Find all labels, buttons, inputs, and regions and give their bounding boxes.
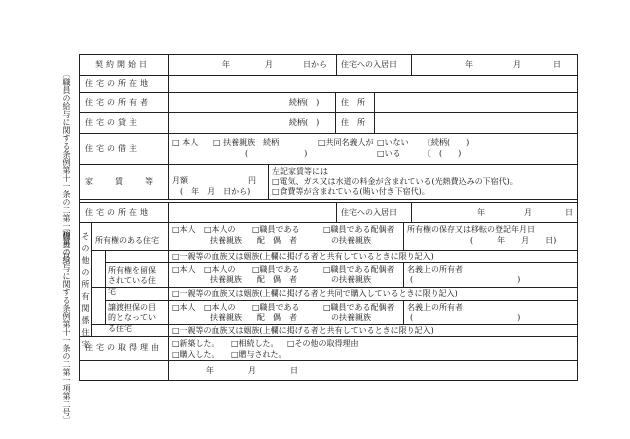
frame-bottom-sec2: [79, 380, 578, 381]
bottom-date-year: 年: [206, 366, 214, 375]
s2-movein-year: 年: [477, 208, 485, 217]
owned-label: 所有権のある住宅: [95, 236, 159, 245]
reason-new-checkbox[interactable]: □新築した。: [172, 339, 220, 348]
collateral-nominal-paren: ( ): [410, 313, 521, 322]
s2-location-label: 住宅の所在地: [85, 208, 151, 217]
bottom-date-day: 日: [290, 366, 298, 375]
collateral-staff-checkbox[interactable]: □職員である: [252, 303, 300, 312]
s1-location-label: 住宅の所在地: [85, 79, 151, 88]
contract-start-year: 年: [222, 60, 230, 69]
s1-row-2: [79, 92, 578, 93]
rent-utilities-checkbox[interactable]: □電気、ガス又は水道の料金が含まれている(光熱費込みの下宿代)。: [272, 177, 518, 186]
retained-blood-checkbox[interactable]: □一親等の血族又は姻族(上欄に掲げる者と共同で購入しているときに限り記入): [172, 289, 458, 298]
s1-row-3: [79, 112, 578, 113]
lender-relation: 続柄( ): [289, 118, 320, 127]
collateral-nominal-label: 名義上の所有者: [407, 303, 463, 312]
s1-movein-month: 月: [513, 60, 521, 69]
s2-retained-split: [403, 262, 404, 288]
rent-meals-checkbox[interactable]: □食費等が含まれている(賄い付き下宿代)。: [272, 187, 430, 196]
contract-start-month: 月: [265, 60, 273, 69]
side-note-section1: 〔職員の給与に関する条例第十一条の二第一項第三号〕: [62, 70, 71, 270]
borrower-dependent-paren: ( ): [245, 149, 308, 158]
owned-dep-checkbox[interactable]: □本人の: [204, 225, 236, 234]
collateral-self-checkbox[interactable]: □本人: [172, 303, 196, 312]
collateral-label-3: る住宅: [108, 324, 132, 333]
s2-col-b: [105, 250, 106, 325]
owner-address: 住 所: [341, 98, 365, 107]
owned-staff-spouse-label: の扶養親族: [331, 236, 371, 245]
owned-registry-label: 所有権の保存又は移転の登記年月日: [407, 225, 535, 234]
s1-row-4: [79, 133, 578, 134]
retained-dep-label: 扶養親族: [210, 275, 242, 284]
contract-start-label: 契約開始日: [95, 60, 150, 69]
retained-label-1: 所有権を留保: [108, 266, 156, 275]
s1-owner-split: [335, 92, 336, 134]
reason-gift-checkbox[interactable]: □贈与された。: [231, 350, 287, 359]
s2-row-4: [91, 287, 578, 288]
owned-staff-spouse-checkbox[interactable]: □職員である配偶者: [323, 225, 395, 234]
borrower-exists-checkbox[interactable]: □いる: [377, 149, 401, 158]
s2-row-2: [91, 250, 578, 251]
retained-nominal-paren: ( ): [410, 275, 521, 284]
reason-bought-checkbox[interactable]: □購入した。: [172, 350, 220, 359]
s2-label-col: [168, 202, 169, 381]
reason-other-checkbox[interactable]: □その他の取得理由: [287, 339, 359, 348]
s1-movein-day: 日: [553, 60, 561, 69]
s2-movein-month: 月: [524, 208, 532, 217]
rent-yen: 円: [248, 176, 256, 185]
rent-note: 左記家賃等には: [272, 167, 328, 176]
s2-movein-label: 住宅への入居日: [341, 208, 397, 217]
collateral-dep-checkbox[interactable]: □本人の: [204, 303, 236, 312]
collateral-label-2: 的となってい: [108, 313, 156, 322]
collateral-blood-checkbox[interactable]: □一親等の血族又は姻族(上欄に掲げる者と共有しているときに限り記入): [172, 326, 434, 335]
collateral-dep-label: 扶養親族: [210, 313, 242, 322]
s2-row-1: [79, 222, 578, 223]
borrower-cotenant-label: □共同名義人が: [318, 138, 374, 147]
retained-nominal-label: 名義上の所有者: [407, 265, 463, 274]
s2-movein-day: 日: [565, 208, 573, 217]
s1-owner-split-b: [374, 92, 375, 134]
section-divider-b: [79, 202, 578, 203]
owned-self-checkbox[interactable]: □本人: [172, 225, 196, 234]
s2-collateral-split: [403, 300, 404, 325]
retained-label-3: 宅: [108, 287, 116, 296]
owned-staff-checkbox[interactable]: □職員である: [252, 225, 300, 234]
collateral-label-1: 譲渡担保の目: [108, 303, 156, 312]
collateral-staff-spouse-label: の扶養親族: [331, 313, 371, 322]
s2-row-6: [91, 324, 578, 325]
borrower-relation-paren: 〔 ( ): [423, 149, 462, 158]
section-divider-a: [79, 199, 578, 200]
bottom-date-month: 月: [248, 366, 256, 375]
related-housing-label: その他の所有関係住宅: [81, 232, 90, 352]
borrower-label: 住宅の借主: [85, 144, 140, 153]
s1-contract-split: [336, 54, 337, 76]
s2-movein-split-b: [411, 202, 412, 223]
s2-row-5: [105, 300, 578, 301]
reason-inherit-checkbox[interactable]: □相続した。: [231, 339, 279, 348]
retained-staff-spouse-checkbox[interactable]: □職員である配偶者: [323, 265, 395, 274]
s1-rent-split: [268, 164, 269, 200]
lender-label: 住宅の貸主: [85, 118, 140, 127]
borrower-none-checkbox[interactable]: □いない: [377, 138, 409, 147]
reason-label: 住宅の取得理由: [85, 343, 162, 352]
contract-start-day: 日から: [303, 60, 327, 69]
frame-right: [577, 54, 578, 381]
owned-dep-label: 扶養親族: [210, 236, 242, 245]
rent-monthly: 月額: [172, 176, 188, 185]
borrower-self-checkbox[interactable]: □ 本人: [172, 138, 199, 147]
s2-movein-split: [336, 202, 337, 223]
frame-top: [79, 54, 578, 55]
s2-row-3: [105, 262, 578, 263]
s1-movein-split: [411, 54, 412, 76]
s2-row-7: [79, 336, 578, 337]
retained-staff-checkbox[interactable]: □職員である: [252, 265, 300, 274]
owned-registry-date: ( 年 月 日): [470, 236, 557, 245]
owned-blood-checkbox[interactable]: □一親等の血族又は姻族(上欄に掲げる者と共有しているときに限り記入): [172, 252, 434, 261]
s2-col-a: [91, 222, 92, 337]
s2-owned-split: [403, 222, 404, 251]
rent-from: ( 年 月 日から): [180, 187, 251, 196]
lender-address: 住 所: [341, 118, 365, 127]
collateral-staff-spouse-checkbox[interactable]: □職員である配偶者: [323, 303, 395, 312]
retained-spouse-label: 配 偶 者: [257, 275, 297, 284]
borrower-relation: 〔続柄( ): [423, 138, 470, 147]
s1-row-5: [79, 164, 578, 165]
borrower-dependent-checkbox[interactable]: □ 扶養親族 続柄: [213, 138, 280, 147]
owner-relation: 続柄( ): [289, 98, 320, 107]
owner-label: 住宅の所有者: [85, 98, 151, 107]
retained-label-2: されている住: [108, 276, 156, 285]
rent-label: 家賃等: [85, 177, 175, 186]
retained-dep-checkbox[interactable]: □本人の: [204, 265, 236, 274]
s2-row-8: [79, 360, 578, 361]
s1-movein-year: 年: [465, 60, 473, 69]
s1-row-1: [79, 75, 578, 76]
side-note-section2: 〔職員の給与に関する条例第十一条の二第一項第二号〕: [62, 224, 71, 424]
s1-movein-label: 住宅への入居日: [341, 60, 397, 69]
retained-self-checkbox[interactable]: □本人: [172, 265, 196, 274]
retained-staff-spouse-label: の扶養親族: [331, 275, 371, 284]
collateral-spouse-label: 配 偶 者: [257, 313, 297, 322]
owned-spouse-label: 配 偶 者: [257, 236, 297, 245]
